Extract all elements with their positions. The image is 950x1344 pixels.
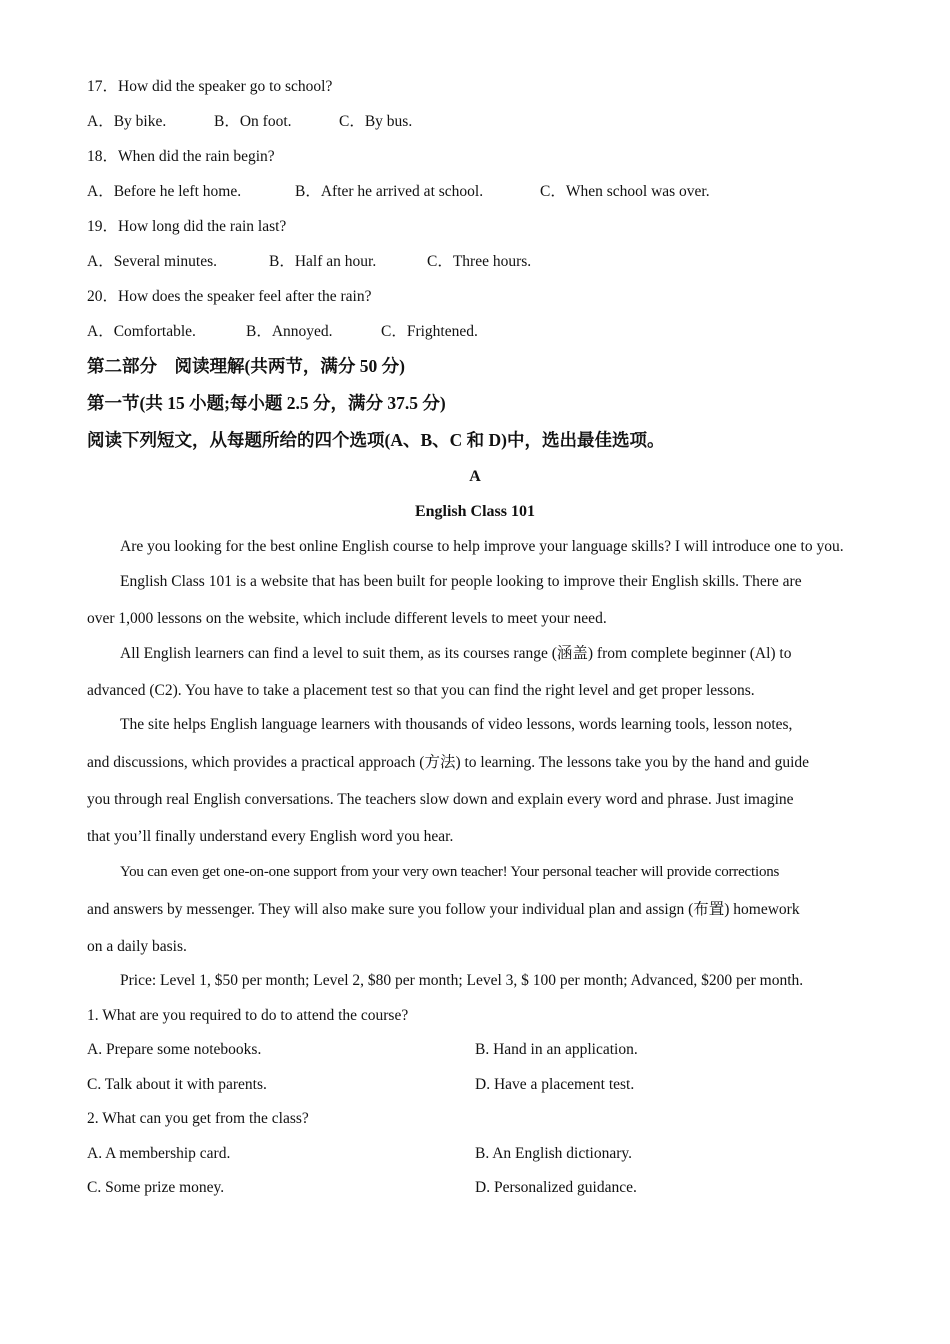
paragraph-1-line-1: Are you looking for the best online English course to help improve your language skills? I will introduce one to you. xyxy=(120,538,844,555)
paragraph-5-line-1: You can even get one-on-one support from your very own teacher! Your personal teacher will provide corrections xyxy=(120,864,780,880)
q20-option-a: A．Comfortable. xyxy=(87,323,196,340)
question-19: 19．How long did the rain last? xyxy=(87,218,287,235)
q19-option-b: B．Half an hour. xyxy=(269,253,377,270)
q19-option-c: C．Three hours. xyxy=(427,253,532,270)
q18-option-a: A．Before he left home. xyxy=(87,183,242,200)
paragraph-4-line-4: that you’ll finally understand every English word you hear. xyxy=(87,828,454,845)
passage-label: A xyxy=(469,468,481,485)
rq2-option-b: B. An English dictionary. xyxy=(475,1145,632,1162)
price-line: Price: Level 1, $50 per month; Level 2, $80 per month; Level 3, $ 100 per month; Advanced, $200 per month. xyxy=(120,972,804,989)
rq1-option-a: A. Prepare some notebooks. xyxy=(87,1041,262,1058)
paragraph-5-line-2: and answers by messenger. They will also make sure you follow your individual plan and assign (布置) homework xyxy=(87,901,800,918)
instructions: 阅读下列短文，从每题所给的四个选项(A、B、C 和 D)中，选出最佳选项。 xyxy=(87,430,665,450)
rq2-option-c: C. Some prize money. xyxy=(87,1179,225,1196)
q19-option-a: A．Several minutes. xyxy=(87,253,218,270)
q17-option-a: A．By bike. xyxy=(87,113,167,130)
paragraph-3-line-1: All English learners can find a level to suit them, as its courses range (涵盖) from complete beginner (Al) to xyxy=(120,645,792,662)
question-18: 18．When did the rain begin? xyxy=(87,148,275,165)
reading-question-2: 2. What can you get from the class? xyxy=(87,1110,309,1127)
question-17: 17．How did the speaker go to school? xyxy=(87,78,333,95)
q18-option-c: C．When school was over. xyxy=(540,183,710,200)
paragraph-5-line-3: on a daily basis. xyxy=(87,938,187,955)
paragraph-2-line-1: English Class 101 is a website that has been built for people looking to improve their English skills. There are xyxy=(120,573,802,590)
q20-option-c: C．Frightened. xyxy=(381,323,478,340)
paragraph-3-line-2: advanced (C2). You have to take a placement test so that you can find the right level and get proper lessons. xyxy=(87,682,755,699)
question-20: 20．How does the speaker feel after the rain? xyxy=(87,288,372,305)
rq1-option-b: B. Hand in an application. xyxy=(475,1041,638,1058)
reading-question-1: 1. What are you required to do to attend the course? xyxy=(87,1007,409,1024)
rq2-option-d: D. Personalized guidance. xyxy=(475,1179,637,1196)
paragraph-4-line-1: The site helps English language learners with thousands of video lessons, words learning tools, lesson notes, xyxy=(120,716,793,733)
rq1-option-c: C. Talk about it with parents. xyxy=(87,1076,267,1093)
paragraph-2-line-2: over 1,000 lessons on the website, which include different levels to meet your need. xyxy=(87,610,607,627)
paragraph-4-line-2: and discussions, which provides a practical approach (方法) to learning. The lessons take you by the hand and guide xyxy=(87,754,809,771)
q18-option-b: B．After he arrived at school. xyxy=(295,183,484,200)
subsection-one-heading: 第一节(共 15 小题;每小题 2.5 分，满分 37.5 分) xyxy=(87,393,446,413)
rq1-option-d: D. Have a placement test. xyxy=(475,1076,635,1093)
q17-option-c: C．By bus. xyxy=(339,113,413,130)
passage-title: English Class 101 xyxy=(414,503,536,520)
q20-option-b: B．Annoyed. xyxy=(246,323,333,340)
rq2-option-a: A. A membership card. xyxy=(87,1145,231,1162)
paragraph-4-line-3: you through real English conversations. The teachers slow down and explain every word and phrase. Just imagine xyxy=(87,791,794,808)
q17-option-b: B．On foot. xyxy=(214,113,292,130)
section-two-heading: 第二部分 阅读理解(共两节，满分 50 分) xyxy=(87,356,405,376)
